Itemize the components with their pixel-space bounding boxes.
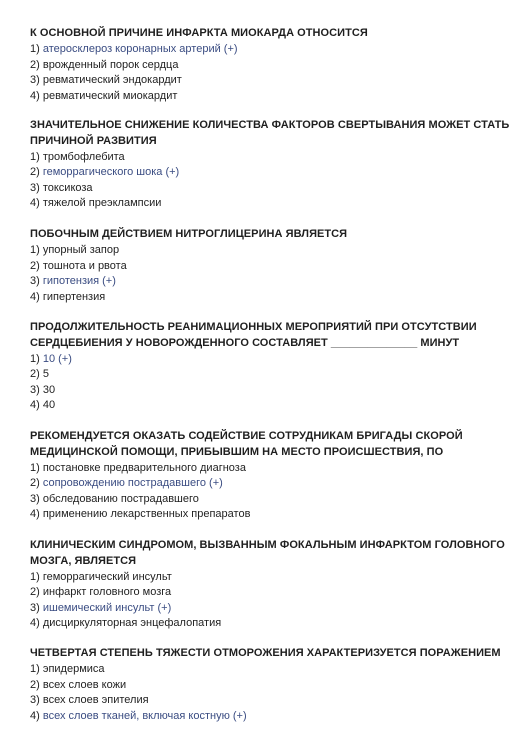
option-number: 3)	[30, 694, 40, 706]
option-number: 2)	[30, 477, 40, 489]
question-block-3	[30, 227, 515, 305]
option-text: врожденный порок сердца	[42, 58, 179, 71]
option-number: 2)	[30, 368, 40, 380]
option-number: 1)	[30, 461, 40, 474]
option-text: всех слоев тканей, включая костную (+)	[42, 709, 247, 722]
option-text: дисциркуляторная энцефалопатия	[42, 617, 222, 629]
option-number: 2)	[30, 166, 40, 178]
option-number: 4)	[30, 89, 40, 102]
answer-option	[30, 570, 515, 586]
answer-option	[30, 398, 515, 414]
option-text: тяжелой преэклампсии	[42, 197, 162, 209]
option-text: тошнота и рвота	[42, 259, 127, 272]
question-title: РЕКОМЕНДУЕТСЯ ОКАЗАТЬ СОДЕЙСТВИЕ СОТРУДНИКАМ БРИГАДЫ СКОРОЙ МЕДИЦИНСКОЙ ПОМОЩИ, ПРИБЫВШИМ НА МЕСТО ПРОИСШЕСТВИЯ, ПО	[30, 430, 463, 458]
answer-option	[30, 352, 515, 368]
option-number: 3)	[30, 181, 40, 194]
option-text: гипертензия	[42, 290, 106, 303]
question-title: КЛИНИЧЕСКИМ СИНДРОМОМ, ВЫЗВАННЫМ ФОКАЛЬНЫМ ИНФАРКТОМ ГОЛОВНОГО МОЗГА, ЯВЛЯЕТСЯ	[30, 539, 505, 567]
question-block-1	[30, 26, 515, 104]
answer-option	[30, 662, 515, 678]
option-number: 4)	[30, 290, 40, 303]
option-number: 4)	[30, 197, 40, 209]
option-number: 3)	[30, 74, 40, 86]
option-text: токсикоза	[42, 181, 93, 194]
option-number: 1)	[30, 43, 40, 55]
question-block-6	[30, 538, 515, 632]
option-text: всех слоев эпителия	[42, 694, 149, 706]
answer-option	[30, 89, 515, 105]
option-text: ишемический инсульт (+)	[42, 601, 172, 614]
option-text: геморрагический инсульт	[42, 570, 172, 583]
answer-option	[30, 150, 515, 166]
option-number: 3)	[30, 383, 40, 396]
answer-option	[30, 274, 515, 290]
question-title: ЗНАЧИТЕЛЬНОЕ СНИЖЕНИЕ КОЛИЧЕСТВА ФАКТОРОВ СВЕРТЫВАНИЯ МОЖЕТ СТАТЬ ПРИЧИНОЙ РАЗВИТИЯ	[30, 119, 510, 147]
question-block-5	[30, 429, 515, 523]
option-text: гипотензия (+)	[42, 275, 116, 287]
option-text: эпидермиса	[42, 663, 105, 675]
option-number: 1)	[30, 663, 40, 675]
option-text: инфаркт головного мозга	[42, 586, 172, 598]
option-text: постановке предварительного диагноза	[42, 461, 246, 474]
option-number: 4)	[30, 709, 40, 722]
answer-option	[30, 42, 515, 58]
option-text: всех слоев кожи	[42, 678, 127, 691]
option-text: ревматический миокардит	[42, 89, 178, 102]
question-title: ПРОДОЛЖИТЕЛЬНОСТЬ РЕАНИМАЦИОННЫХ МЕРОПРИЯТИЙ ПРИ ОТСУТСТВИИ СЕРДЦЕБИЕНИЯ У НОВОРОЖДЕННОГО СОСТАВЛЯЕТ ______________ МИНУТ	[30, 321, 477, 349]
answer-option	[30, 259, 515, 275]
answer-option	[30, 492, 515, 508]
option-number: 3)	[30, 601, 40, 614]
option-number: 4)	[30, 508, 40, 520]
option-number: 1)	[30, 352, 40, 365]
question-title: К ОСНОВНОЙ ПРИЧИНЕ ИНФАРКТА МИОКАРДА ОТНОСИТСЯ	[30, 27, 368, 39]
option-text: применению лекарственных препаратов	[42, 508, 251, 520]
answer-option	[30, 196, 515, 212]
option-text: 5	[42, 368, 49, 380]
option-text: 40	[42, 399, 56, 411]
option-number: 3)	[30, 275, 40, 287]
option-number: 2)	[30, 259, 40, 272]
question-title: ЧЕТВЕРТАЯ СТЕПЕНЬ ТЯЖЕСТИ ОТМОРОЖЕНИЯ ХАРАКТЕРИЗУЕТСЯ ПОРАЖЕНИЕМ	[30, 647, 501, 659]
answer-option	[30, 243, 515, 259]
answer-option	[30, 383, 515, 399]
option-text: тромбофлебита	[42, 150, 125, 163]
option-text: обследованию пострадавшего	[42, 492, 199, 505]
answer-option	[30, 616, 515, 632]
answer-option	[30, 367, 515, 383]
option-number: 4)	[30, 617, 40, 629]
answer-option	[30, 73, 515, 89]
answer-option	[30, 507, 515, 523]
answer-option	[30, 461, 515, 477]
answer-option	[30, 709, 515, 725]
answer-option	[30, 693, 515, 709]
option-number: 1)	[30, 244, 40, 256]
answer-option	[30, 181, 515, 197]
option-text: геморрагического шока (+)	[42, 166, 180, 178]
option-number: 4)	[30, 399, 40, 411]
answer-option	[30, 165, 515, 181]
option-number: 1)	[30, 570, 40, 583]
option-number: 3)	[30, 492, 40, 505]
answer-option	[30, 290, 515, 306]
option-number: 2)	[30, 58, 40, 71]
option-text: 10 (+)	[42, 352, 72, 365]
option-text: атеросклероз коронарных артерий (+)	[42, 43, 238, 55]
option-number: 1)	[30, 150, 40, 163]
answer-option	[30, 585, 515, 601]
question-block-7	[30, 646, 515, 724]
option-text: сопровождению пострадавшего (+)	[42, 477, 223, 489]
option-text: 30	[42, 383, 56, 396]
answer-option	[30, 476, 515, 492]
option-text: упорный запор	[42, 244, 120, 256]
question-title: ПОБОЧНЫМ ДЕЙСТВИЕМ НИТРОГЛИЦЕРИНА ЯВЛЯЕТСЯ	[30, 228, 348, 240]
option-number: 2)	[30, 678, 40, 691]
question-block-4	[30, 320, 515, 414]
option-number: 2)	[30, 586, 40, 598]
answer-option	[30, 678, 515, 694]
question-block-2	[30, 118, 515, 212]
answer-option	[30, 58, 515, 74]
option-text: ревматический эндокардит	[42, 74, 182, 86]
answer-option	[30, 601, 515, 617]
